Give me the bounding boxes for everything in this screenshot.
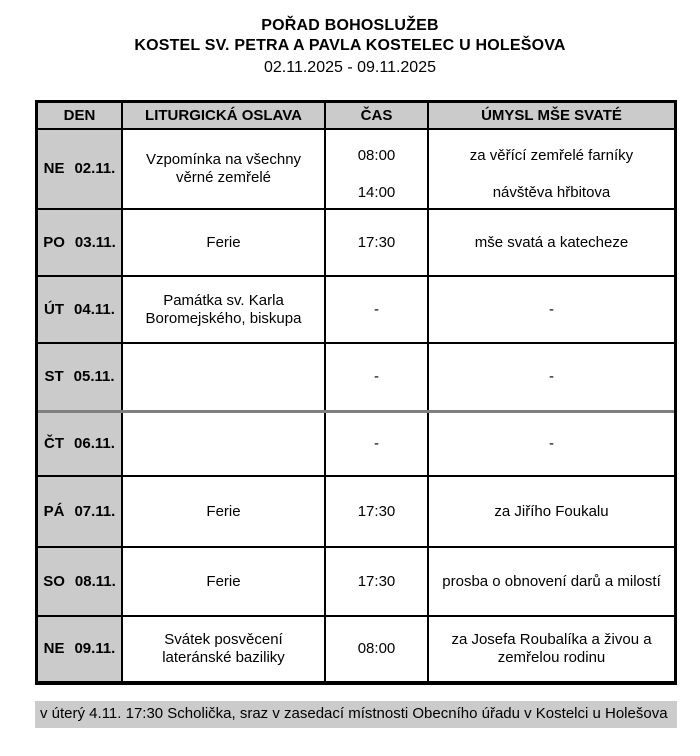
church-name: KOSTEL SV. PETRA A PAVLA KOSTELEC U HOLEŠOVA xyxy=(134,37,566,54)
day-date: 03.11. xyxy=(74,233,116,251)
day-cell xyxy=(38,413,123,475)
day-abbr: ST xyxy=(44,368,64,385)
intention-cell: mše svatá a katecheze xyxy=(474,233,629,251)
day-abbr: NE xyxy=(43,640,65,657)
column-header-umysl: ÚMYSL MŠE SVATÉ xyxy=(429,103,674,128)
day-date: 04.11. xyxy=(74,300,115,318)
day-cell xyxy=(38,548,123,615)
column-header-cas: ČAS xyxy=(326,103,429,128)
day-abbr: ČT xyxy=(44,435,65,452)
table-row-po-03-11 xyxy=(38,210,674,277)
document-title: POŘAD BOHOSLUŽEB xyxy=(261,17,439,34)
table-row-ne-02-11 xyxy=(38,130,674,210)
day-date: 06.11. xyxy=(74,435,115,452)
intention-cell: za Josefa Roubalíka a živou a zemřelou rodinu xyxy=(451,631,652,666)
time-cell: 17:30 xyxy=(326,210,429,275)
table-header-row xyxy=(38,103,674,130)
celebration-cell: Svátek posvěcení lateránské baziliky xyxy=(123,617,326,681)
day-cell xyxy=(38,277,123,342)
date-range: 02.11.2025 - 09.11.2025 xyxy=(264,59,436,76)
day-abbr: PO xyxy=(43,233,65,251)
day-abbr: NE xyxy=(43,160,65,177)
column-header-den: DEN xyxy=(38,103,123,128)
day-abbr: SO xyxy=(43,572,65,590)
day-cell xyxy=(38,210,123,275)
day-date: 09.11. xyxy=(74,640,116,657)
time-cell: - xyxy=(326,344,429,410)
day-date: 02.11. xyxy=(74,160,116,177)
table-row-ut-04-11 xyxy=(38,277,674,344)
celebration-cell: Vzpomínka na všechny věrné zemřelé xyxy=(123,130,326,208)
time-value: 14:00 xyxy=(357,184,396,201)
schedule-table xyxy=(35,100,677,685)
time-cell: - xyxy=(326,277,429,342)
celebration-cell: Ferie xyxy=(123,210,326,275)
table-row-ct-06-11 xyxy=(38,410,674,477)
intention-cell: - xyxy=(549,368,554,385)
day-cell xyxy=(38,477,123,546)
day-abbr: ÚT xyxy=(44,300,65,318)
celebration-cell: Památka sv. Karla Boromejského, biskupa xyxy=(123,277,326,342)
table-row-st-05-11 xyxy=(38,344,674,412)
intention-value: za věřící zemřelé farníky xyxy=(469,147,634,164)
table-row-pa-07-11 xyxy=(38,477,674,548)
table-row-ne-09-11 xyxy=(38,617,674,681)
intention-cell: prosba o obnovení darů a milostí xyxy=(442,572,661,590)
document-header xyxy=(0,16,700,78)
time-cell: 08:00 xyxy=(326,617,429,681)
celebration-cell: Ferie xyxy=(123,548,326,615)
bulletin-page xyxy=(0,16,700,756)
intention-cell: - xyxy=(549,435,554,452)
announcement-note: v úterý 4.11. 17:30 Scholička, sraz v zasedací místnosti Obecního úřadu v Kostelci u Holešova xyxy=(35,701,677,728)
column-header-liturgicka-oslava: LITURGICKÁ OSLAVA xyxy=(123,103,326,128)
table-row-so-08-11 xyxy=(38,548,674,617)
day-cell xyxy=(38,130,123,208)
day-date: 08.11. xyxy=(74,572,116,590)
time-cell: - xyxy=(326,413,429,475)
day-cell xyxy=(38,344,123,410)
day-abbr: PÁ xyxy=(43,502,65,520)
time-value: 08:00 xyxy=(357,147,396,164)
day-cell xyxy=(38,617,123,681)
celebration-cell xyxy=(123,413,326,475)
day-date: 05.11. xyxy=(73,368,115,385)
time-cell: 17:30 xyxy=(326,477,429,546)
intention-cell: za Jiřího Foukalu xyxy=(494,502,609,520)
time-cell xyxy=(326,130,429,208)
day-date: 07.11. xyxy=(74,502,116,520)
intention-cell xyxy=(429,130,674,208)
celebration-cell: Ferie xyxy=(123,477,326,546)
intention-value: návštěva hřbitova xyxy=(492,184,611,201)
time-cell: 17:30 xyxy=(326,548,429,615)
celebration-cell xyxy=(123,344,326,410)
intention-cell: - xyxy=(549,300,554,318)
